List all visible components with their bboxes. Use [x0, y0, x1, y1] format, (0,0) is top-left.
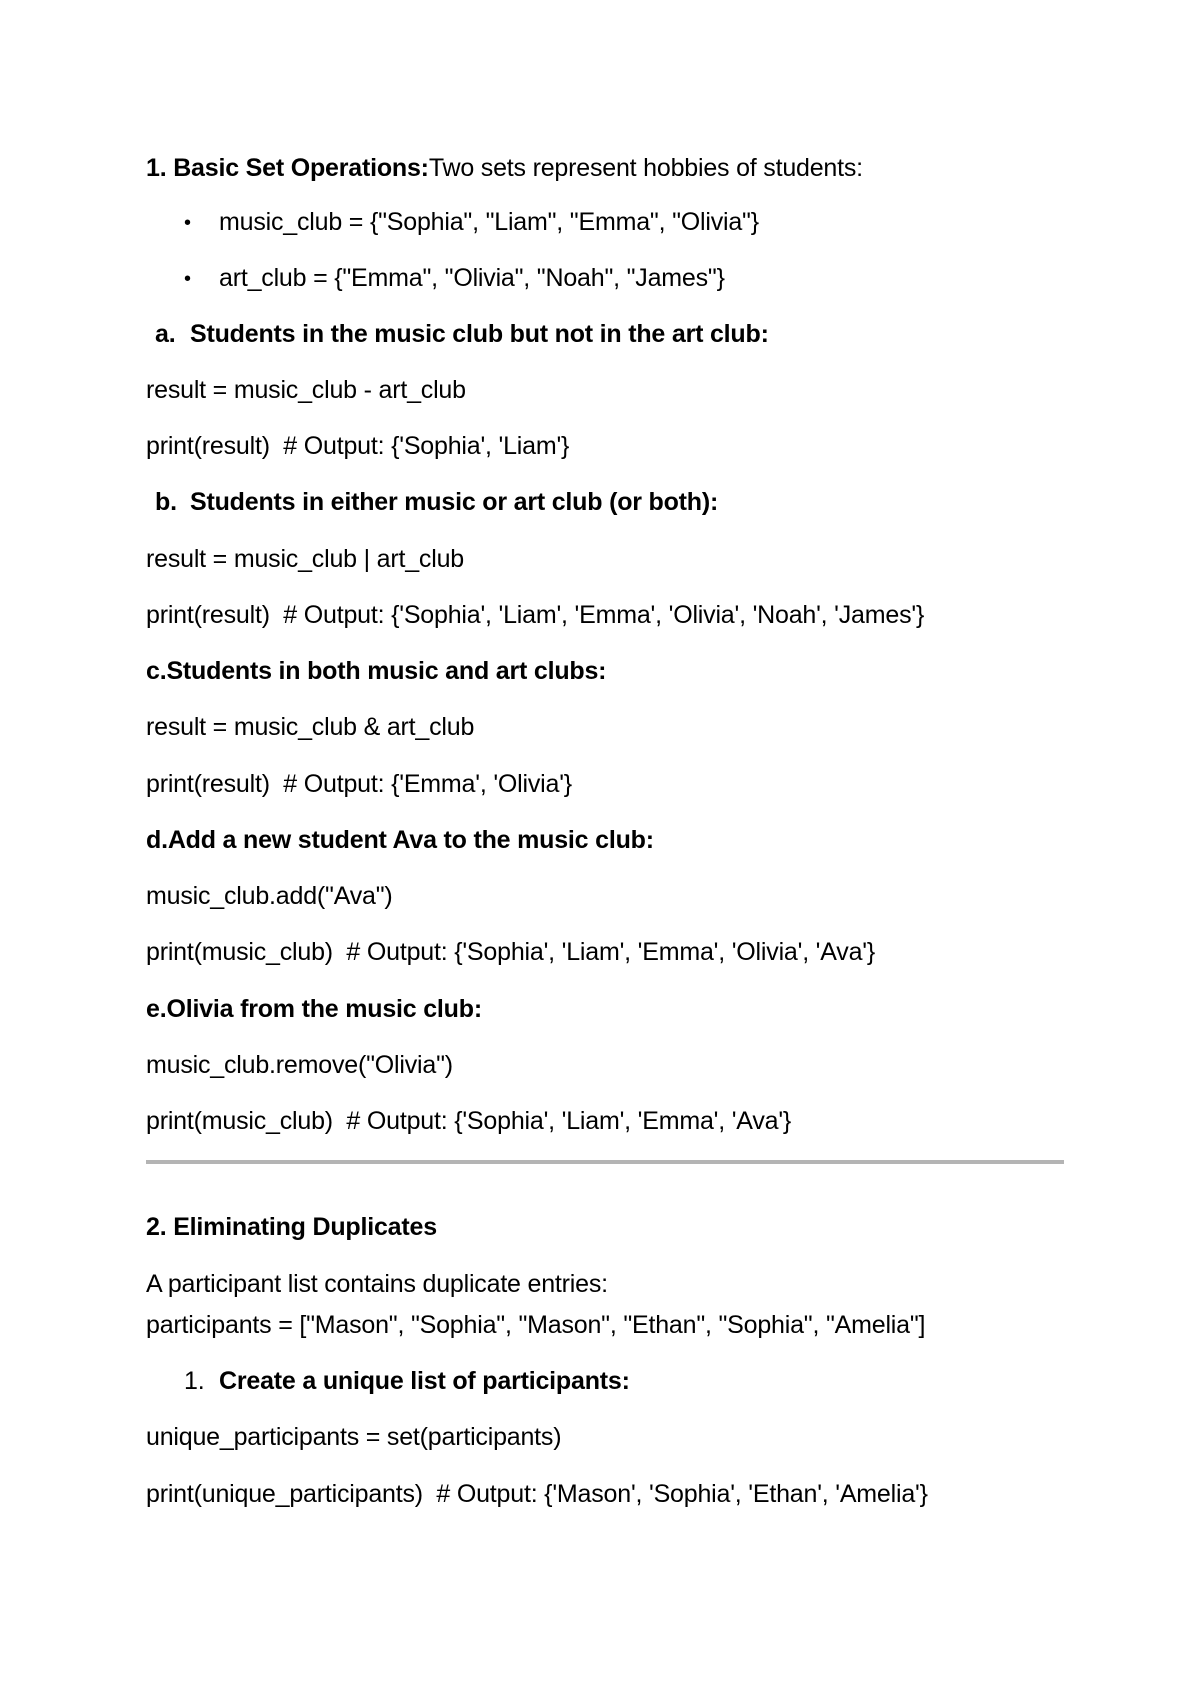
subsection-a-title: Students in the music club but not in the art club:: [190, 320, 769, 348]
bullet-icon: •: [184, 212, 192, 234]
code-line: result = music_club - art_club: [146, 376, 466, 404]
participants-line: participants = ["Mason", "Sophia", "Mason", "Ethan", "Sophia", "Amelia"]: [146, 1311, 926, 1339]
subsection-c-title: c.Students in both music and art clubs:: [146, 657, 607, 685]
section1-heading: [146, 152, 863, 184]
subsection-b-title: Students in either music or art club (or both):: [190, 488, 719, 516]
code-line: print(music_club) # Output: {'Sophia', 'Liam', 'Emma', 'Ava'}: [146, 1107, 792, 1135]
code-line: unique_participants = set(participants): [146, 1423, 562, 1451]
step-number: 1.: [184, 1367, 205, 1395]
step-title: Create a unique list of participants:: [219, 1367, 630, 1395]
bullet-art-club: art_club = {"Emma", "Olivia", "Noah", "James"}: [219, 264, 725, 292]
code-line: music_club.add("Ava"): [146, 882, 393, 910]
section1-heading-bold: 1. Basic Set Operations:: [146, 154, 429, 182]
code-line: print(result) # Output: {'Sophia', 'Liam', 'Emma', 'Olivia', 'Noah', 'James'}: [146, 601, 925, 629]
code-line: print(music_club) # Output: {'Sophia', 'Liam', 'Emma', 'Olivia', 'Ava'}: [146, 938, 876, 966]
section1-heading-rest: Two sets represent hobbies of students:: [428, 154, 863, 182]
bullet-icon: •: [184, 268, 192, 290]
section2-intro: A participant list contains duplicate entries:: [146, 1270, 608, 1298]
subsection-d-title: d.Add a new student Ava to the music club:: [146, 826, 654, 854]
code-line: print(result) # Output: {'Emma', 'Olivia'}: [146, 770, 572, 798]
subsection-b-label: b.: [155, 488, 177, 516]
subsection-e-title: e.Olivia from the music club:: [146, 995, 482, 1023]
code-line: result = music_club & art_club: [146, 713, 475, 741]
code-line: print(unique_participants) # Output: {'Mason', 'Sophia', 'Ethan', 'Amelia'}: [146, 1480, 928, 1508]
code-line: print(result) # Output: {'Sophia', 'Liam'}: [146, 432, 570, 460]
section2-heading: 2. Eliminating Duplicates: [146, 1213, 437, 1241]
code-line: music_club.remove("Olivia"): [146, 1051, 453, 1079]
bullet-music-club: music_club = {"Sophia", "Liam", "Emma", "Olivia"}: [219, 208, 759, 236]
horizontal-rule: [146, 1160, 1064, 1164]
subsection-a-label: a.: [155, 320, 176, 348]
code-line: result = music_club | art_club: [146, 545, 464, 573]
